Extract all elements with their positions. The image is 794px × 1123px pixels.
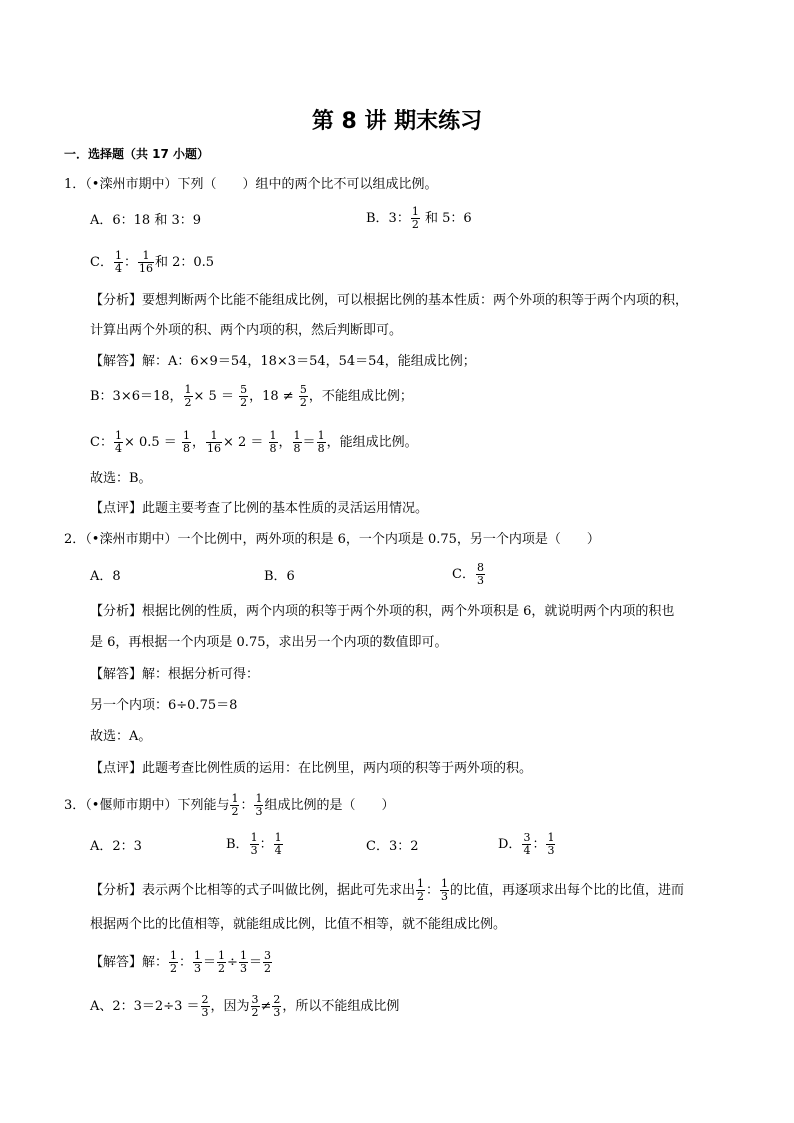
q3-option-a: A．2：3 [90,839,142,854]
q3-answer-line-a: A、2：3＝2÷3 ＝ $\frac{2}{3}$ ，因为 $\frac{3}{2}$ ≠ $\frac{2}{3}$ ，所以不能组成比例 [90,993,400,1019]
q2-choice: 故选：A。 [90,729,152,744]
q1-comment: 【点评】此题主要考查了比例的基本性质的灵活运用情况。 [90,501,429,516]
question-2-stem: 2．（•滦州市期中）一个比例中，两外项的积是 6，一个内项是 0.75，另一个内项是（ ） [64,532,600,547]
q1-option-b: B．3： $\frac{1}{2}$ 和 5：6 [366,205,472,231]
q2-answer-line-1: 【解答】解：根据分析可得： [90,667,260,682]
q2-option-b: B．6 [264,569,295,584]
q2-option-c: C． $\frac{8}{3}$ [452,561,484,587]
section-heading: 一．选择题（共 17 小题） [64,147,210,161]
q3-option-b: B． $\frac{1}{3}$ ： $\frac{1}{4}$ [226,831,282,857]
q2-analysis-line-2: 是 6，再根据一个内项是 0.75，求出另一个内项的数值即可。 [90,635,448,650]
q3-option-c: C．3：2 [366,839,419,854]
q2-option-a: A．8 [90,569,121,584]
q1-answer-line-c: C： $\frac{1}{4}$ × 0.5 ＝ $\frac{1}{8}$ ， $\frac{1}{16}$ × 2 ＝ $\frac{1}{8}$ ， $\frac{1}{8}$ ＝ $\frac{1}{8}$ ，能组成比例。 [90,429,418,455]
page-title: 第 8 讲 期末练习 [311,109,483,134]
q1-answer-line-b: B：3×6＝18， $\frac{1}{2}$ × 5 ＝ $\frac{5}{2}$ ，18 ≠ $\frac{5}{2}$ ，不能组成比例； [90,383,413,409]
q1-choice: 故选：B。 [90,471,152,486]
q2-analysis-line-1: 【分析】根据比例的性质，两个内项的积等于两个外项的积，两个外项积是 6，就说明两个内项的积也 [90,604,675,619]
q3-answer-line-1: 【解答】解： $\frac{1}{2}$ ： $\frac{1}{3}$ ＝ $\frac{1}{2}$ ÷ $\frac{1}{3}$ ＝ $\frac{3}{2}$ [90,949,271,975]
q1-analysis-line-2: 计算出两个外项的积、两个内项的积，然后判断即可。 [90,323,403,338]
q3-analysis-line-1: 【分析】表示两个比相等的式子叫做比例，据此可先求出 $\frac{1}{2}$ ： $\frac{1}{3}$ 的比值，再逐项求出每个比的比值，进而 [90,877,685,903]
q2-answer-line-2: 另一个内项：6÷0.75＝8 [90,698,238,713]
q1-option-c: C． $\frac{1}{4}$ ： $\frac{1}{16}$ 和 2：0.5 [90,249,215,275]
question-3-stem: 3．（•偃师市期中）下列能与 $\frac{1}{2}$ ： $\frac{1}{3}$ 组成比例的是（ ） [64,792,395,818]
q1-answer-line-1: 【解答】解：A：6×9＝54，18×3＝54，54＝54，能组成比例； [90,354,476,369]
q1-analysis-line-1: 【分析】要想判断两个比能不能组成比例，可以根据比例的基本性质：两个外项的积等于两个内项的积， [90,293,689,308]
q2-comment: 【点评】此题考查比例性质的运用：在比例里，两内项的积等于两外项的积。 [90,761,533,776]
q3-analysis-line-2: 根据两个比的比值相等，就能组成比例，比值不相等，就不能组成比例。 [90,917,507,932]
question-1-stem: 1．（•滦州市期中）下列（ ）组中的两个比不可以组成比例。 [64,177,438,192]
q3-option-d: D． $\frac{3}{4}$ ： $\frac{1}{3}$ [498,831,555,857]
q1-option-a: A．6：18 和 3：9 [90,213,202,228]
